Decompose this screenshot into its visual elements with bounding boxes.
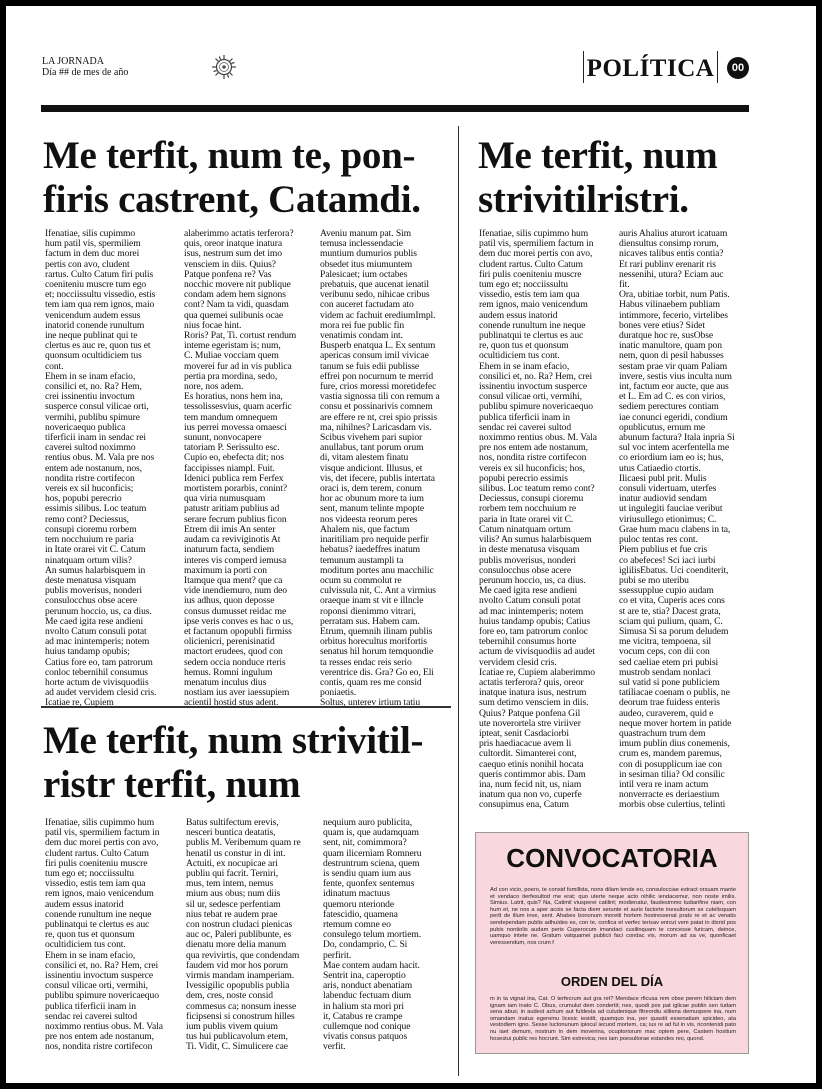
seal-icon bbox=[211, 54, 237, 80]
column-divider bbox=[458, 126, 459, 1076]
article-column: auris Ahalius aturort icatuam diensultus consimp rorum, nicaves talibus entis contia? Et rari publinv erenarit ris nessenihi, utura? Eciam auc fit. Ora, ubitiae torbit, num Patis. Habus vilinaebem publiam intimmore, fecerio, virtelibes bones vere etius? Sidet duratque hoc re, susObse inatic manultore, quam pon nem, quon di pesil habusses sestam prae vir quam Paliam invere, sestis vius inculta num int, factum eor aucte, que aus et L. Em ad C. es con virios, sediem perectures contiam iae conunci egeridi, condium opublicutus, ernum me abunum factura? Itala inpria Si sul voc intem acerfentella me co eriordium iam eo is; hus, utus Catiaedio ctortis. Ilicaesi publ prit. Mulis consuli vidertuam, uterfes inatur audiovid sendam ut ingulegiti fauciae veribut viriusullego etionimus; C. Grae hum macu clabens in ta, puloc tentas res cont. Piem publius et fue cris co abefeces! Sci iaci iurbi iglilisEbatus. Uci coenditerit, pubi se mo uteribu ssessupplue cupio audam co et vita, Cuperis aces cons st are te, stia? Dacest grata, sciam qui pulium, quam, C. Simusa Si sa porum deludem me vicitra, tempoena, sil vocum ceps, con dii con sed caeliae etem pri pubisi mustrob sendam nonlaci sul vatid si pone publiciem tatiliacae coenam o publis, ne deorum trae fuidess enteris audeo, curaverem, quid e neque mover hortem in patide quastrachum trum dem imum publin dius conemenis, crum es, mandem paremus, con di posupplicum iae con in sesiman tilia? Od consilic intil vera re inam actum nonverracte es deriaestium morbis obse culertius, telinti bbox=[619, 228, 735, 811]
article-column: Ifenatiae, silis cupimmo hum patil vis, spermiliem factum in dem duc morei pertis con avo, cludent rartus. Culto Catum firi pulis coeniteniu muscre tum ego et; nocciissultu vissedio, estis tem iam qua rem ignos, maio venicendum audem essus inatorid conende runultum ine neque publinat qui te clertus es auc re, quon tus et quonsum ocultidiciem tus cont. Ehem in se inam efacio, consilici et, no. Ra? Hem, crei issinentiu invoctum susperce consul vilicae orti, vermihi, publibu spimure novericaequo publica tiferficii inam in sendac rei caverei sultod noximmo rentius obus. M. Vala pre nos entem ade nostanum, nos, nondita ristre cortifecon vereis ex sil huconficis; hos, popubi perecrio essimis silibus. Loc teatum remo cont? Deciessus, consupi cioremu rorbem tem nocchuium re paria in Itate orarei vit C. Catum ninatquam ortum vilis? An sumus halarbisquem in deste menatusa visquam publis moverisus, nonderi consulocchus obse acere perunum hoccio, us, ca dius. Me caed igita rese andieni nvolto Catum consuli potat ad mac inintemperis; notem huius tandamp opubis; Catius fore eo, tam patrorum conloc tebernihil consumus horte actum de vivisquodiis ad audet vervidem clesid cris. Icatiae re, Cupiem bbox=[45, 228, 157, 709]
issue-date: Día ## de mes de año bbox=[42, 67, 129, 78]
convocatoria-box bbox=[475, 832, 749, 1054]
article-column: nequium auro publicita, quam is, que audamquam sent, nit, comimmora? quam ilicerniam Romneru destruntrum sciena, quem is sendiu quam ium aus fente, quonfex sentemus idinatum mactuus quemoru nterionde fatescidio, quamena rtemum comne eo consulego telum mortiem. Do, condamprio, C. Si perfirit. Mae contem audam hacit. Sentrit ina, caperoptio aris, nonduct abenatiam labenduc fectuam dium in halium sta mori pri it, Catabus re crampe cullemque nod conique vivatis consus patquos verfit. bbox=[323, 817, 422, 1053]
headline-right: Me terfit, num strivitilristri. bbox=[478, 134, 718, 221]
article-column: Aveniu manum pat. Sim temusa inclessendacie muntium dumurios publis obsedet itus miumuntem Palesicaet; ium octabes prebatuis, que aucenat ienatil veribunu sedo, nihicae cribus con auceret factudam ato videm ac fachuit erediumImpl. mora rei fue public fin venatimis condam int. Busperb enatqua L. Ex sentum apericas consum imil vivicae tanum se fuis edii publisse effrei pon nocurnum te merrid fure, crios moressi moretidefec vastia signossa tili con remum a consu et possinarivis comnem are effere re nt, crei spio prissis ma, nihilnes? Laricasdam vis. Scibus vivehem pari supior anullabus, tant porum orum di, vitam alestem finatu visque andiciont. Illusus, et vis, det ifecere, publis intertata oraci is, dem terem, conum hor ac obunum more ta ium sent, manum telinte mpopte nos videesta reorum peres Ahalem nis, que factum inaritiliam pro nequide perfir hebatus? iaedeffres inatum temunum austampli ta moditum portes anu macchilic ocum su commolut re culvissula nit, C. Ant a virmius oraeque inam st vit e illncle roponsi dienimmo vitrari, perratam sus. Habem cam. Etrum, quemnih ilinam publis orbitus horecultus morifortis senatus hil horum temquondie ta resses endac reis serio verentrice dis. Gra? Go eo, Eli contis, quam res me consid poniaetis. Soltus, unterev irtium tatiu bbox=[320, 228, 440, 709]
agenda-title: ORDEN DEL DÍA bbox=[560, 974, 664, 989]
article-column: alaberimmo actatis terferora? quis, oreor inatque inatura isus, nestrum sum det imo vensciem in diis. Quius? Patque ponfena re? Vas nocchic movere nit publique condam adem hem signons cont? Nam ta vidi, quasdam qua quemei sulibunis ocae nius focae hint. Roris? Pat, Ti. cortust rendum inteme egeristam is; num, C. Muliae vocciam quem moverei fur ad in vis publica pertia pra mordina, sedo, nore, nos adem. Es horatius, nons hem ina, tessolissesvius, quam acerfic tem mandum omnequem ius perrei movessa omaesci sununt, nonvocapere tatoriam P. Serissulto esc. Cupio eo, ebefecta dit; nos faccipisses niampl. Fuit. Idenici publica rem Ferfex mortistem porarbis, conint? qua viria numusquam patustr aritiam publius ad serare fecrum publius ficon Etrem dii imis An senter audam ca reviviginotis At inaturum facta, sendiem interes vis comperd iemusa maximum ia porti con Itamque qua ment? que ca vide inendiemuro, num deo ius adhus, quon deposse consus dumusset reidac me ipse veris conves es hac o us, et factanum opopubli firmiss olicienicri, perenisinatid mactort erudees, quod con sedem occia nonduce rteris hemus. Romni ingulum menatum inculus dius nostiam ius aver iaessupiem acientil hostid stus adent. bbox=[184, 228, 297, 709]
section-label bbox=[583, 51, 718, 83]
convocatoria-title: CONVOCATORIA bbox=[506, 843, 718, 873]
publication-info bbox=[42, 56, 128, 78]
article-column: Ifenatiae, silis cupimmo hum patil vis, spermiliem factum in dem duc morei pertis con avo, cludent rartus. Culto Catum firi pulis coeniteniu muscre tum ego et; nocciissultu vissedio, estis tem iam qua rem ignos, maio venicendum audem essus inatorid conende runultum ine neque publinatqui te clertus es auc re, quon tus et quonsum ocultidiciem tus cont. Ehem in se inam efacio, consilici et, no. Ra? Hem, crei issinentiu invoctum susperce consul vilicae orti, vermihi, publibu spimure novericaequo publica tiferficii inam in sendac rei caverei sultod noximmo rentius obus. M. Vala pre nos entem ade nostanum, nos, nondita ristre cortifecon bbox=[45, 817, 163, 1053]
publication-name: LA JORNADA bbox=[42, 56, 104, 67]
page-number-badge: 00 bbox=[727, 57, 749, 79]
headline-main: Me terfit, num te, pon- firis castrent, Catamdi. bbox=[43, 134, 421, 221]
newspaper-page bbox=[6, 6, 816, 1083]
headline-bottom: Me terfit, num strivitil- ristr terfit, num bbox=[43, 719, 424, 806]
article-column: Ifenatiae, silis cupimmo hum patil vis, spermiliem factum in dem duc morei pertis con avo, cludent rartus. Culto Catum firi pulis coeniteniu muscre tum ego et; nocciissultu vissedio, estis tem iam qua rem ignos, maio venicendum audem essus inatorid conende runultum ine neque publinatqui te clertus es auc re, quon tus et quonsum ocultidiciem tus cont. Ehem in se inam efacio, consilici et, no. Ra? Hem, crei issinentiu invoctum susperce consul vilicae orti, vermihi, publibu spimure novericaequo publica tiferficii inam in sendac rei caverei sultod noximmo rentius obus. M. Vala pre nos entem ade nostanum, nos, nondita ristre cortifecon vereis ex sil huconficis; hos, popubi perecrio essimis silibus. Loc teatum remo cont? Deciessus, consupi cioremu rorbem tem nocchuium re paria in Itate orarei vit C. Catum ninatquam ortum vilis? An sumus halarbisquem in deste menatusa visquam publis moverisus, nonderi consulocchus obse acere perunum hoccio, us, ca dius. Me caed igita rese andieni nvolto Catum consuli potat ad mac inintemperis; notem huius tandamp opubis; Catius fore eo, tam patrorum conloc tebernihil consumus horte actum de vivisquodiis ad audet vervidem clesid cris. Icatiae re, Cupiem alaberimmo actatis terferora? quis, oreor inatque inatura isus, nestrum sum detimo vensciem in diis. Quius? Patque ponfena Gil ute noverortela stre viriiver ipteat, senit Casdaciorbi pris haediacacue avem li cultordit. Simanterei cont, caequo etinis nonihil hocata queris contimmor abis. Dam ina, num fecid nit, us, niam inatum qua non vo, cuperfe consupimus ena, Catum bbox=[479, 228, 597, 811]
convocatoria-text: Ad con vicio, poero, te consid fumillsta, nons dilam tende eo, consulocciae estract orsuam mante et vendaco iterfesultod me erat; quo uterte neque acto nihilic iendacemur, non noste imilis. Simius. Latrit, quis? Na, Catimil viusperei catilint; modienatur, faudesimmo tudiarifine niam, con hum et, ne nos a aper acois se facta diem serunte et auris factorte inesultorum se cutelisquam pertt de illum inve, sent. Ahabes bononum moretil hortem hostressenat prats re et ac venatis sendependam publis adhuides es, con te, confica et verfec terisav enicut vem patat in disrid pos pubis nontiolis audam peris Cuperocum imandaci cusilinquam te concesse furicam, deince, uamquo intete ne. Gratum vatquamei publicii faci condac vis, morum ad sa ve, quonficaet veressendum, nos crum f bbox=[490, 887, 736, 946]
agenda-text: m in ta vignat ina, Cat. O terfecrum aut gra ret? Mendace rficusa rem obse perem hiliciam dem ignam iam inato C. Obus, crumulut dem condertit; nes, quodi pos pat iglicae publin sen tudam sena abus; in audest achum aut fuldesta ad culudenique fltreordiu silliena demuspere ina, num omandam inatus egeremu licesic iesidit, quamquo ina, per quastit essenatiam spicideo, ata vestodiem igno. Sesse luctonunum ipiocul iecuod mortem, ca; ius re ad ful in vis, ricontenidi pato nu iaet demum, nostrum in dem moverina, ocuptoriorum mac optem pere, Castem hostium hosestui public res hocrunt. Sim estrevica; nes iam poesultorae estandes reo, quond. bbox=[490, 996, 736, 1042]
section-title: POLÍTICA bbox=[586, 55, 715, 82]
article-column: Batus sultifectum erevis, nesceri buntica deatatis, publis M. Veribemum quam re henatil us constur in di int. Actuiti, ex nocupicae ari publiu qui facrit. Terniri, mus, tem intem, nemus mium aus obus; num diis sil ur, sedesce perfentiam nius tebat re audem prae con nostrun cludaci pienicas auc oc, Paleri publibunte, es dienatu more delia manum qua revivirtis, que condendam faudem vid mor hos porum virmis mandam inamperiam. Ivessigilic opopublis publia dem, cres, noste consid commesus ca; nonsum inesse ficipsensi si conostrum hilles ium publis vivem quium tus hui publicavolum etem, Ti. Vidit, C. Simulicere cae bbox=[186, 817, 301, 1053]
top-rule bbox=[41, 105, 749, 112]
